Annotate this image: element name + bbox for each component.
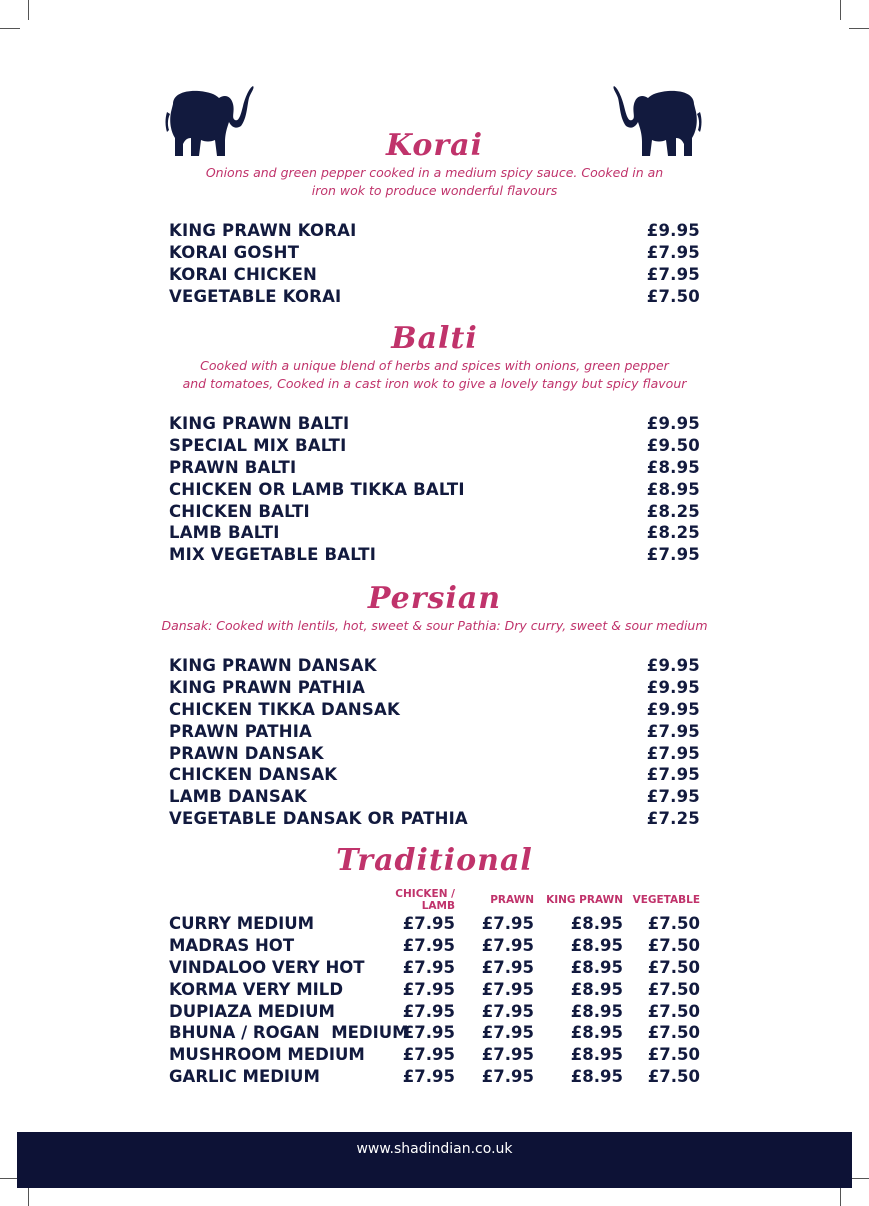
description-line: Dansak: Cooked with lentils, hot, sweet & sour Pathia: Dry curry, sweet & sour medium <box>161 618 708 633</box>
item-price: £8.95 <box>570 936 623 956</box>
item-price: £7.95 <box>481 914 534 934</box>
item-price: £7.95 <box>402 1001 455 1021</box>
item-price: £8.25 <box>646 501 700 521</box>
item-price: £7.95 <box>402 914 455 934</box>
menu-item <box>169 413 700 435</box>
crop-mark <box>28 0 29 20</box>
item-price: £7.95 <box>481 957 534 977</box>
section-title: Korai <box>385 128 484 163</box>
item-name: CHICKEN OR LAMB TIKKA BALTI <box>169 479 465 499</box>
item-price: £8.95 <box>570 957 623 977</box>
menu-item <box>169 522 700 544</box>
column-header-chicken-lamb: CHICKEN / LAMB <box>395 888 455 912</box>
item-price: £8.95 <box>570 1023 623 1043</box>
section-description <box>169 164 700 200</box>
item-name: VEGETABLE KORAI <box>169 286 342 306</box>
item-name: LAMB BALTI <box>169 523 280 543</box>
table-row <box>169 1000 700 1022</box>
item-price: £7.95 <box>402 936 455 956</box>
description-line: and tomatoes, Cooked in a cast iron wok to give a lovely tangy but spicy flavour <box>182 376 687 391</box>
menu-item <box>169 808 700 830</box>
column-header-king-prawn: KING PRAWN <box>546 894 623 906</box>
item-name: KORAI GOSHT <box>169 243 300 263</box>
item-price: £9.95 <box>646 656 700 676</box>
section-title: Balti <box>391 321 478 356</box>
item-name: VINDALOO VERY HOT <box>169 957 365 977</box>
item-name: PRAWN BALTI <box>169 457 297 477</box>
menu-table <box>169 913 700 1087</box>
table-row <box>169 1044 700 1066</box>
item-price: £9.95 <box>646 678 700 698</box>
table-row <box>169 913 700 935</box>
description-line: Onions and green pepper cooked in a medium spicy sauce. Cooked in an <box>205 165 664 180</box>
item-name: DUPIAZA MEDIUM <box>169 1001 335 1021</box>
menu-item <box>169 500 700 522</box>
menu-item <box>169 720 700 742</box>
menu-item <box>169 435 700 457</box>
item-price: £7.95 <box>646 545 700 565</box>
menu-item <box>169 242 700 264</box>
item-price: £9.95 <box>646 414 700 434</box>
crop-mark <box>840 0 841 20</box>
item-price: £9.95 <box>646 699 700 719</box>
menu-list <box>169 655 700 829</box>
menu-item <box>169 478 700 500</box>
description-line: Cooked with a unique blend of herbs and spices with onions, green pepper <box>200 358 669 373</box>
table-row <box>169 978 700 1000</box>
item-name: MUSHROOM MEDIUM <box>169 1045 365 1065</box>
table-row <box>169 1022 700 1044</box>
item-price: £7.95 <box>481 936 534 956</box>
item-name: KING PRAWN PATHIA <box>169 678 366 698</box>
item-price: £8.95 <box>570 914 623 934</box>
item-name: KING PRAWN DANSAK <box>169 656 377 676</box>
item-name: KING PRAWN BALTI <box>169 414 350 434</box>
item-price: £7.95 <box>646 721 700 741</box>
item-name: CHICKEN BALTI <box>169 501 310 521</box>
item-price: £7.95 <box>402 1066 455 1086</box>
section-title: Traditional <box>336 843 533 878</box>
item-price: £7.95 <box>646 743 700 763</box>
item-price: £7.50 <box>646 286 700 306</box>
item-price: £7.95 <box>402 979 455 999</box>
item-price: £7.50 <box>647 914 700 934</box>
item-price: £9.95 <box>646 221 700 241</box>
item-name: BHUNA / ROGAN MEDIUM <box>169 1023 409 1043</box>
menu-item <box>169 285 700 307</box>
menu-list <box>169 220 700 307</box>
item-price: £7.50 <box>647 957 700 977</box>
crop-mark <box>0 28 20 29</box>
item-name: GARLIC MEDIUM <box>169 1066 320 1086</box>
footer-bar <box>17 1132 852 1188</box>
crop-mark <box>849 28 869 29</box>
item-price: £7.95 <box>481 1001 534 1021</box>
item-price: £7.50 <box>647 936 700 956</box>
item-price: £7.95 <box>646 787 700 807</box>
item-price: £7.95 <box>646 765 700 785</box>
item-name: PRAWN DANSAK <box>169 743 324 763</box>
item-name: VEGETABLE DANSAK OR PATHIA <box>169 808 468 828</box>
item-price: £8.95 <box>646 457 700 477</box>
item-price: £7.50 <box>647 1001 700 1021</box>
menu-item <box>169 220 700 242</box>
website-link[interactable]: www.shadindian.co.uk <box>356 1141 513 1157</box>
item-name: KORAI CHICKEN <box>169 264 318 284</box>
item-name: LAMB DANSAK <box>169 787 307 807</box>
item-price: £7.95 <box>402 1023 455 1043</box>
item-price: £7.50 <box>647 979 700 999</box>
item-name: CHICKEN DANSAK <box>169 765 338 785</box>
item-name: MADRAS HOT <box>169 936 295 956</box>
menu-item <box>169 264 700 286</box>
crop-mark <box>28 1186 29 1206</box>
section-description <box>149 357 720 393</box>
item-price: £9.50 <box>646 436 700 456</box>
item-price: £8.95 <box>570 1045 623 1065</box>
item-price: £7.95 <box>481 1045 534 1065</box>
menu-item <box>169 699 700 721</box>
section-traditional <box>169 845 700 1087</box>
section-balti <box>169 323 700 566</box>
item-price: £7.95 <box>481 1023 534 1043</box>
item-price: £7.95 <box>402 957 455 977</box>
table-row <box>169 935 700 957</box>
item-price: £7.50 <box>647 1045 700 1065</box>
table-row <box>169 1066 700 1088</box>
column-headers <box>169 888 700 912</box>
menu-item <box>169 764 700 786</box>
section-persian <box>161 581 708 829</box>
menu-item <box>169 457 700 479</box>
item-price: £7.95 <box>402 1045 455 1065</box>
item-price: £8.95 <box>646 479 700 499</box>
item-price: £8.95 <box>570 1001 623 1021</box>
menu-item <box>169 677 700 699</box>
item-name: MIX VEGETABLE BALTI <box>169 545 377 565</box>
table-row <box>169 957 700 979</box>
menu-list <box>169 413 700 566</box>
column-header-prawn: PRAWN <box>490 894 534 906</box>
menu-item <box>169 544 700 566</box>
menu-item <box>169 786 700 808</box>
item-price: £8.95 <box>570 1066 623 1086</box>
description-line: iron wok to produce wonderful flavours <box>311 183 558 198</box>
item-price: £8.25 <box>646 523 700 543</box>
item-price: £7.50 <box>647 1066 700 1086</box>
item-name: KING PRAWN KORAI <box>169 221 357 241</box>
item-name: PRAWN PATHIA <box>169 721 313 741</box>
item-price: £7.50 <box>647 1023 700 1043</box>
item-name: SPECIAL MIX BALTI <box>169 436 347 456</box>
item-price: £7.95 <box>481 1066 534 1086</box>
crop-mark <box>840 1186 841 1206</box>
item-name: KORMA VERY MILD <box>169 979 344 999</box>
item-price: £7.95 <box>646 243 700 263</box>
section-korai <box>169 130 700 307</box>
crop-mark <box>849 1178 869 1179</box>
item-name: CHICKEN TIKKA DANSAK <box>169 699 400 719</box>
menu-item <box>169 655 700 677</box>
column-header-vegetable: VEGETABLE <box>632 894 700 906</box>
item-price: £7.95 <box>481 979 534 999</box>
menu-item <box>169 742 700 764</box>
item-name: CURRY MEDIUM <box>169 914 315 934</box>
item-price: £7.25 <box>646 808 700 828</box>
section-title: Persian <box>367 581 502 616</box>
item-price: £7.95 <box>646 264 700 284</box>
item-price: £8.95 <box>570 979 623 999</box>
section-description <box>149 617 720 635</box>
